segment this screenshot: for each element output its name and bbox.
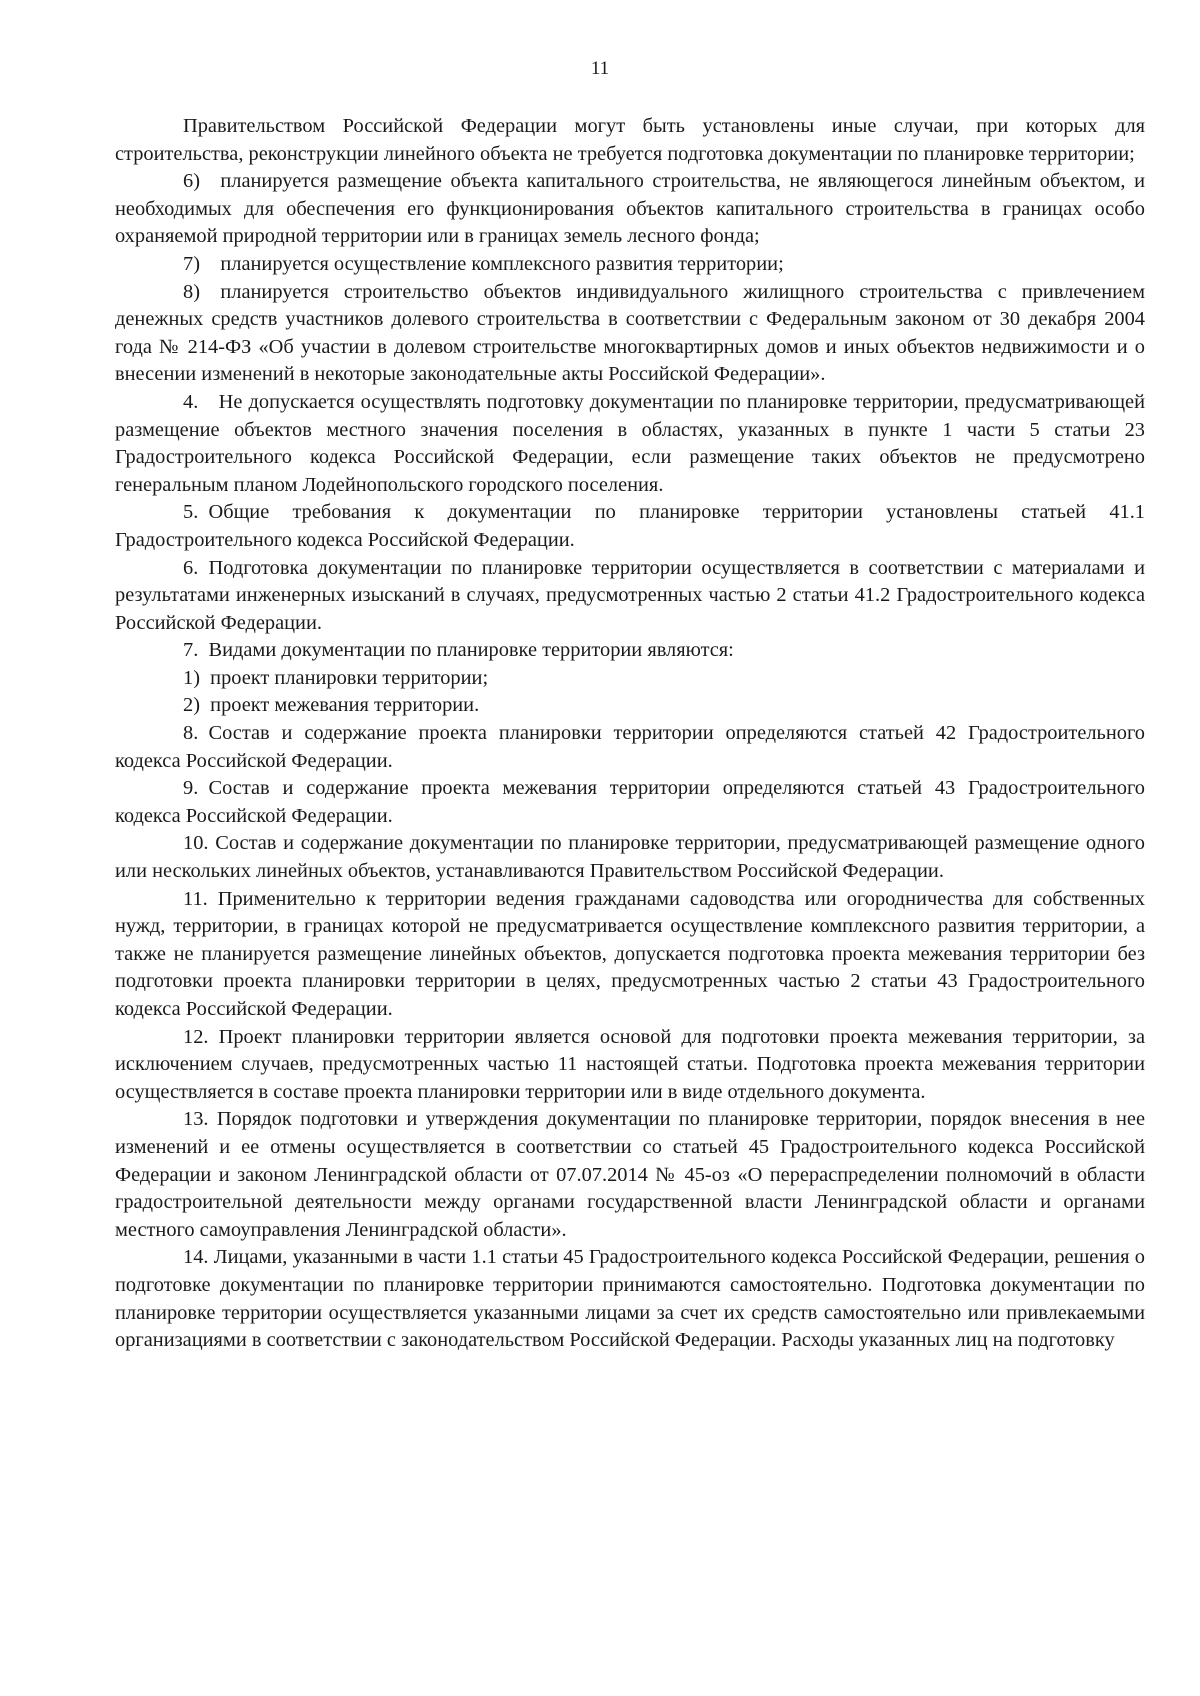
- page-number: 11: [590, 58, 610, 79]
- paragraph-7-item-1: 1) проект планировки территории;: [183, 666, 489, 689]
- paragraph-12: 12. Проект планировки территории является основой для подготовки проекта межевания территории, за исключением случаев, предусмотренных частью 11 настоящей статьи. Подготовка проекта межевания территории осуществляется в составе проекта планировки территории или в виде отдельного документа.: [115, 1025, 1145, 1103]
- paragraph-9: 9. Состав и содержание проекта межевания территории определяются статьей 43 Градостроительного кодекса Российской Федерации.: [115, 777, 1145, 827]
- paragraph-8: 8. Состав и содержание проекта планировки территории определяются статьей 42 Градостроительного кодекса Российской Федерации.: [115, 722, 1145, 772]
- paragraph-11: 11. Применительно к территории ведения гражданами садоводства или огородничества для собственных нужд, территории, в границах которой не предусматривается осуществление комплексного развития территории, а также не планируется размещение линейных объектов, допускается подготовка проекта межевания территории без подготовки проекта планировки территории в целях, предусмотренных частью 2 статьи 43 Градостроительного кодекса Российской Федерации.: [115, 887, 1145, 1020]
- paragraph-6: 6. Подготовка документации по планировке территории осуществляется в соответствии с материалами и результатами инженерных изысканий в случаях, предусмотренных частью 2 статьи 41.2 Градостроительного кодекса Российской Федерации.: [115, 556, 1145, 634]
- paragraph-13: 13. Порядок подготовки и утверждения документации по планировке территории, порядок внесения в нее изменений и ее отмены осуществляется в соответствии со статьей 45 Градостроительного кодекса Российской Федерации и законом Ленинградской области от 07.07.2014 № 45-оз «О перераспределении полномочий в области градостроительной деятельности между органами государственной власти Ленинградской области и органами местного самоуправления Ленинградской области».: [115, 1108, 1145, 1241]
- paragraph-5: 5. Общие требования к документации по планировке территории установлены статьей 41.1 Градостроительного кодекса Российской Федерации.: [115, 501, 1145, 551]
- paragraph-intro: Правительством Российской Федерации могут быть установлены иные случаи, при которых для строительства, реконструкции линейного объекта не требуется подготовка документации по планировке территории;: [115, 115, 1145, 165]
- paragraph-item-7: 7) планируется осуществление комплексного развития территории;: [183, 252, 784, 275]
- paragraph-14: 14. Лицами, указанными в части 1.1 статьи 45 Градостроительного кодекса Российской Федерации, решения о подготовке документации по планировке территории принимаются самостоятельно. Подготовка документации по планировке территории осуществляется указанными лицами за счет их средств самостоятельно или привлекаемыми организациями в соответствии с законодательством Российской Федерации. Расходы указанных лиц на подготовку: [115, 1246, 1145, 1352]
- paragraph-item-8: 8) планируется строительство объектов индивидуального жилищного строительства с привлечением денежных средств участников долевого строительства в соответствии с Федеральным законом от 30 декабря 2004 года № 214-ФЗ «Об участии в долевом строительстве многоквартирных домов и иных объектов недвижимости и о внесении изменений в некоторые законодательные акты Российской Федерации».: [115, 280, 1145, 386]
- paragraph-7-item-2: 2) проект межевания территории.: [183, 694, 480, 717]
- paragraph-10: 10. Состав и содержание документации по планировке территории, предусматривающей размещение одного или нескольких линейных объектов, устанавливаются Правительством Российской Федерации.: [115, 832, 1145, 883]
- paragraph-item-6: 6) планируется размещение объекта капитального строительства, не являющегося линейным объектом, и необходимых для обеспечения его функционирования объектов капитального строительства в границах особо охраняемой природной территории или в границах земель лесного фонда;: [115, 170, 1145, 248]
- document-body: [115, 113, 1145, 1355]
- paragraph-7: 7. Видами документации по планировке территории являются:: [183, 639, 734, 662]
- paragraph-4: 4. Не допускается осуществлять подготовку документации по планировке территории, предусматривающей размещение объектов местного значения поселения в областях, указанных в пункте 1 части 5 статьи 23 Градостроительного кодекса Российской Федерации, если размещение таких объектов не предусмотрено генеральным планом Лодейнопольского городского поселения.: [115, 390, 1145, 496]
